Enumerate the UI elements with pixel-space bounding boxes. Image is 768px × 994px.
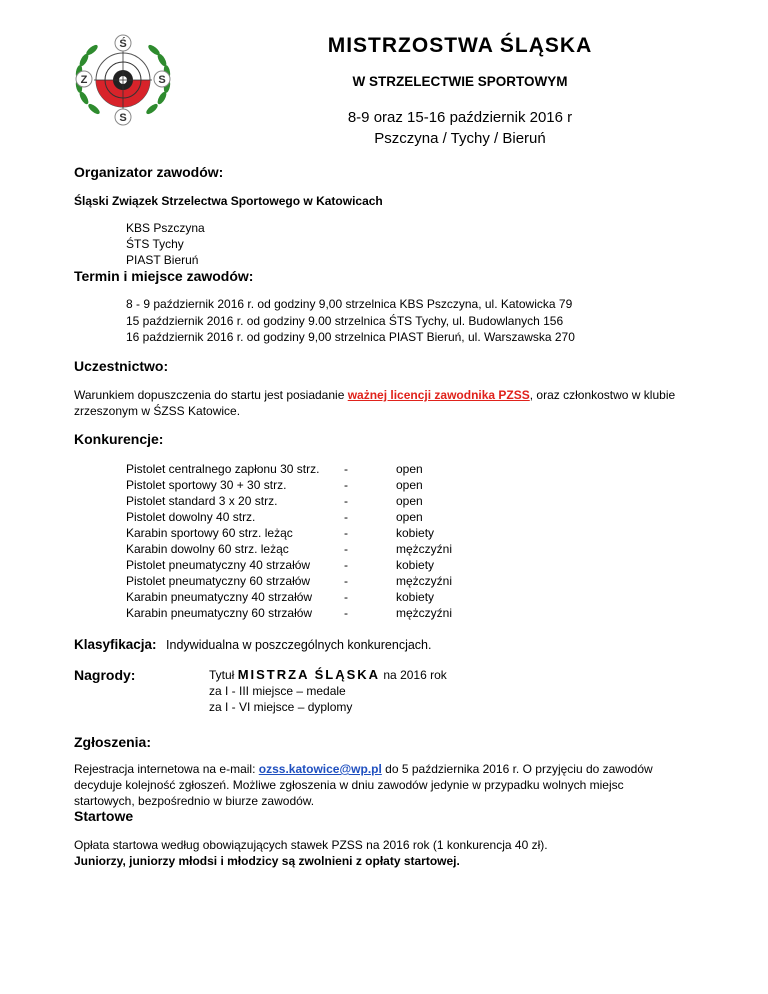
logo-letter-left: Z	[80, 74, 88, 86]
competition-name: Pistolet sportowy 30 + 30 strz.	[126, 478, 287, 492]
competition-name: Pistolet pneumatyczny 40 strzałów	[126, 558, 311, 572]
competition-category: mężczyźni	[396, 574, 453, 588]
competition-dash: -	[344, 526, 348, 540]
awards-diplomas: za I - VI miejsce – dyplomy	[209, 700, 353, 714]
awards-title-prefix: Tytuł	[209, 668, 238, 682]
club-item: ŚTS Tychy	[126, 237, 184, 251]
competition-name: Pistolet pneumatyczny 60 strzałów	[126, 574, 311, 588]
competition-row	[126, 461, 526, 477]
competition-category: mężczyźni	[396, 542, 453, 556]
email-link[interactable]: ozss.katowice@wp.pl	[258, 762, 382, 776]
competition-row	[126, 573, 526, 589]
competition-dash: -	[344, 542, 348, 556]
club-item: KBS Pszczyna	[126, 221, 205, 235]
registration-text-after: do 5 października 2016 r. O przyjęciu do zawodów	[381, 762, 653, 776]
schedule-list	[126, 296, 575, 346]
classification-heading: Klasyfikacja:	[74, 637, 157, 652]
registration-text	[74, 761, 734, 809]
competition-row	[126, 605, 526, 621]
competition-dash: -	[344, 478, 348, 492]
event-locations-line: Pszczyna / Tychy / Bieruń	[374, 130, 546, 147]
awards-heading: Nagrody:	[74, 667, 136, 683]
club-item: PIAST Bieruń	[126, 253, 199, 267]
competition-name: Karabin pneumatyczny 40 strzałów	[126, 590, 313, 604]
competition-row	[126, 541, 526, 557]
awards-text	[209, 667, 447, 715]
schedule-line: 15 październik 2016 r. od godziny 9.00 strzelnica ŚTS Tychy, ul. Budowlanych 156	[126, 313, 564, 328]
competitions-table	[126, 461, 526, 621]
registration-line3: startowych, bezpośrednio w biurze zawodów.	[74, 794, 315, 808]
classification-text: Indywidualna w poszczególnych konkurencjach.	[166, 638, 432, 652]
competition-category: kobiety	[396, 526, 435, 540]
competition-name: Pistolet dowolny 40 strz.	[126, 510, 256, 524]
document-subtitle: W STRZELECTWIE SPORTOWYM	[352, 74, 568, 89]
competition-name: Pistolet standard 3 x 20 strz.	[126, 494, 278, 508]
participation-heading: Uczestnictwo:	[74, 358, 169, 374]
competitions-heading: Konkurencje:	[74, 431, 164, 447]
fee-exemption: Juniorzy, juniorzy młodsi i młodzicy są zwolnieni z opłaty startowej.	[74, 854, 460, 868]
competition-row	[126, 493, 526, 509]
competition-name: Karabin dowolny 60 strz. leżąc	[126, 542, 289, 556]
event-dates	[300, 107, 620, 149]
schedule-line: 8 - 9 październik 2016 r. od godziny 9,00 strzelnica KBS Pszczyna, ul. Katowicka 79	[126, 297, 573, 311]
competition-category: open	[396, 478, 423, 492]
registration-heading: Zgłoszenia:	[74, 734, 152, 750]
classification	[74, 637, 431, 652]
fee-text	[74, 837, 734, 869]
document-title: MISTRZOSTWA ŚLĄSKA	[327, 34, 593, 57]
awards-medals: za I - III miejsce – medale	[209, 684, 346, 698]
organizer-clubs	[126, 220, 205, 268]
logo-letter-right: S	[158, 74, 166, 86]
competition-category: mężczyźni	[396, 606, 453, 620]
schedule-line: 16 październik 2016 r. od godziny 9,00 strzelnica PIAST Bieruń, ul. Warszawska 270	[126, 330, 575, 344]
competition-dash: -	[344, 606, 348, 620]
competition-row	[126, 509, 526, 525]
competition-category: open	[396, 510, 423, 524]
competition-dash: -	[344, 558, 348, 572]
organizer-main: Śląski Związek Strzelectwa Sportowego w Katowicach	[74, 194, 383, 208]
registration-text-before: Rejestracja internetowa na e-mail:	[74, 762, 259, 776]
competition-row	[126, 589, 526, 605]
competition-dash: -	[344, 590, 348, 604]
fee-heading: Startowe	[74, 808, 134, 824]
competition-category: kobiety	[396, 558, 435, 572]
competition-category: open	[396, 494, 423, 508]
awards-title-bold: MISTRZA ŚLĄSKA	[237, 667, 381, 682]
organizer-heading: Organizator zawodów:	[74, 164, 224, 180]
schedule-heading: Termin i miejsce zawodów:	[74, 268, 254, 284]
logo-letter-top: Ś	[119, 38, 127, 50]
competition-dash: -	[344, 494, 348, 508]
participation-text-before: Warunkiem dopuszczenia do startu jest posiadanie	[74, 388, 348, 402]
competition-category: kobiety	[396, 590, 435, 604]
szss-logo	[70, 32, 176, 128]
participation-line2: zrzeszonym w ŚZSS Katowice.	[74, 404, 241, 418]
competition-name: Karabin sportowy 60 strz. leżąc	[126, 526, 293, 540]
competition-category: open	[396, 462, 423, 476]
participation-text-after: , oraz członkostwo w klubie	[529, 388, 676, 402]
logo-letter-bottom: S	[119, 112, 127, 124]
license-link[interactable]: ważnej licencji zawodnika PZSS	[347, 388, 530, 402]
competition-row	[126, 477, 526, 493]
fee-line1: Opłata startowa według obowiązujących stawek PZSS na 2016 rok (1 konkurencja 40 zł).	[74, 838, 548, 852]
registration-line2: decyduje kolejność zgłoszeń. Możliwe zgłoszenia w dniu zawodów jedynie w przypadku wolnych miejsc	[74, 778, 624, 792]
competition-dash: -	[344, 462, 348, 476]
competition-dash: -	[344, 510, 348, 524]
awards-title-suffix: na 2016 rok	[380, 668, 447, 682]
competition-name: Karabin pneumatyczny 60 strzałów	[126, 606, 313, 620]
participation-text	[74, 387, 714, 419]
event-dates-line: 8-9 oraz 15-16 październik 2016 r	[347, 109, 573, 126]
competition-row	[126, 525, 526, 541]
competition-name: Pistolet centralnego zapłonu 30 strz.	[126, 462, 320, 476]
competition-dash: -	[344, 574, 348, 588]
competition-row	[126, 557, 526, 573]
